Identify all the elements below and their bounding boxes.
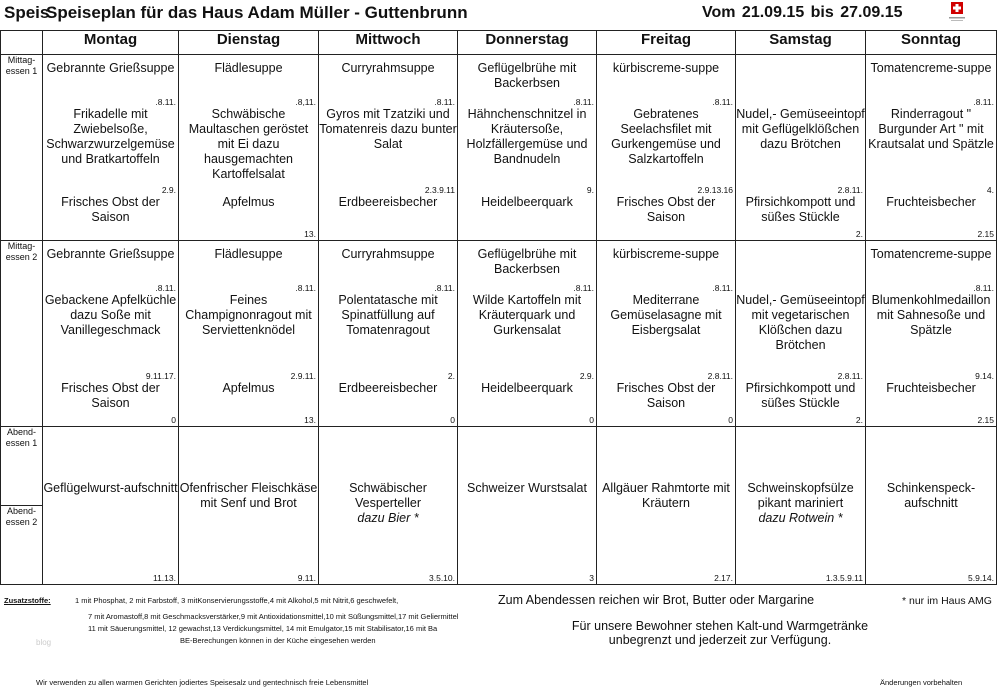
main-dish: Schwäbische Maultaschen geröstet mit Ei dazu hausgemachten Kartoffelsalat	[188, 107, 309, 181]
row-label-abend1: Abend-essen 1	[1, 427, 43, 506]
allergen-code: 3	[589, 573, 594, 583]
evening-dish-wrap	[866, 481, 996, 511]
allergen-code: 0	[171, 415, 176, 425]
soup: kürbiscreme-suppe	[612, 247, 720, 261]
day-header: Samstag	[736, 31, 866, 55]
row-label-mittag1: Mittag-essen 1	[1, 55, 43, 241]
day-header: Montag	[43, 31, 179, 55]
row-label-mittag2: Mittag-essen 2	[1, 241, 43, 427]
evening-dish-wrap	[43, 481, 178, 496]
mittag1-cell	[597, 55, 736, 241]
allergen-code: .8.11.	[973, 97, 994, 107]
allergen-code: 2.8.11.	[837, 185, 863, 195]
soup: Gebrannte Grießsuppe	[46, 247, 175, 261]
soup: Curryrahmsuppe	[341, 247, 435, 261]
allergen-code: 2.15	[977, 415, 994, 425]
allergen-code: 0	[450, 415, 455, 425]
abend-cell	[736, 427, 866, 585]
menu-table	[0, 30, 997, 585]
mittag2-cell	[458, 241, 597, 427]
allergen-code: 2.	[447, 371, 455, 381]
dessert: Frisches Obst der Saison	[61, 195, 160, 224]
allergen-code: .8.11.	[712, 283, 733, 293]
dessert: Heidelbeerquark	[481, 381, 573, 395]
allergen-code: 2.9.	[161, 185, 176, 195]
additives-line: 7 mit Aromastoff,8 mit Geschmacksverstärker,9 mit Antioxidationsmittel,10 mit Süßungsmittel,17 mit Geliermittel	[88, 612, 459, 621]
evening-dish: Schweinskopfsülze pikant mariniert	[747, 481, 854, 510]
amg-note: * nur im Haus AMG	[902, 595, 992, 607]
evening-dish: Schinkenspeck-aufschnitt	[886, 481, 976, 510]
evening-dish-wrap	[179, 481, 318, 511]
main-dish: Rinderragout " Burgunder Art " mit Krautsalat und Spätzle	[868, 107, 994, 151]
main-dish: Gyros mit Tzatziki und Tomatenreis dazu bunter Salat	[319, 107, 457, 151]
allergen-code: 2.9.	[579, 371, 594, 381]
allergen-code: 13.	[304, 415, 316, 425]
mittag2-row	[1, 241, 997, 427]
changes-note: Änderungen vorbehalten	[880, 678, 963, 687]
day-header: Donnerstag	[458, 31, 597, 55]
allergen-code: 9.11.	[297, 573, 316, 583]
mittag2-cell	[179, 241, 319, 427]
bread-note: Zum Abendessen reichen wir Brot, Butter oder Margarine	[498, 593, 815, 607]
abend-cell	[43, 427, 179, 585]
mittag2-cell	[736, 241, 866, 427]
mittag1-cell	[179, 55, 319, 241]
evening-dish: Geflügelwurst-aufschnitt	[43, 481, 178, 495]
mittag1-cell	[458, 55, 597, 241]
corner-cell	[1, 31, 43, 55]
soup: Curryrahmsuppe	[341, 61, 435, 75]
mittag1-cell	[866, 55, 997, 241]
main-dish: Nudel,- Gemüseeintopf mit Geflügelklößchen dazu Brötchen	[736, 107, 865, 151]
allergen-code: 2.9.13.16	[697, 185, 733, 195]
evening-dish-wrap	[736, 481, 865, 526]
allergen-code: .8.11.	[712, 97, 733, 107]
allergen-code: .8.11.	[434, 97, 455, 107]
drinks-note: Für unsere Bewohner stehen Kalt-und Warmgetränke unbegrenzt und jederzeit zur Verfügung.	[571, 619, 869, 647]
mittag2-cell	[597, 241, 736, 427]
soup: Tomatencreme-suppe	[870, 247, 992, 261]
mittag1-row	[1, 55, 997, 241]
main-dish: Nudel,- Gemüseeintopf mit vegetarischen Klößchen dazu Brötchen	[736, 293, 865, 352]
day-header: Sonntag	[866, 31, 997, 55]
soup: Gebrannte Grießsuppe	[46, 61, 175, 75]
main-dish: Gebratenes Seelachsfilet mit Gurkengemüse und Salzkartoffeln	[611, 107, 721, 166]
allergen-code: 3.5.10.	[429, 573, 455, 583]
soup: Flädlesuppe	[214, 61, 283, 75]
evening-dish-wrap	[458, 481, 596, 496]
allergen-code: 2.3.9.11	[424, 185, 455, 195]
allergen-code: 2.	[855, 229, 863, 239]
day-header: Mittwoch	[319, 31, 458, 55]
evening-dish-wrap	[597, 481, 735, 511]
evening-dish: Allgäuer Rahmtorte mit Kräutern	[602, 481, 730, 510]
evening-dish-wrap	[319, 481, 457, 526]
abend-cell	[319, 427, 458, 585]
header	[0, 0, 1000, 26]
dessert: Frisches Obst der Saison	[616, 195, 716, 224]
allergen-code: 2.9.11.	[290, 371, 316, 381]
allergen-code: 0	[728, 415, 733, 425]
allergen-code: 2.8.11.	[837, 371, 863, 381]
mittag2-cell	[866, 241, 997, 427]
dessert: Erdbeereisbecher	[338, 195, 438, 209]
dessert: Pfirsichkompott und süßes Stückle	[745, 381, 856, 410]
dessert: Apfelmus	[222, 195, 275, 209]
allergen-code: 2.17.	[714, 573, 733, 583]
allergen-code: 1.3.5.9.11	[825, 573, 863, 583]
abend-cell	[458, 427, 597, 585]
mittag2-cell	[319, 241, 458, 427]
dessert: Erdbeereisbecher	[338, 381, 438, 395]
day-header: Dienstag	[179, 31, 319, 55]
evening-extra: dazu Bier *	[357, 511, 419, 525]
allergen-code: .8,11.	[295, 97, 316, 107]
watermark: blog	[36, 638, 52, 647]
mittag2-cell	[43, 241, 179, 427]
allergen-code: 9.14.	[975, 371, 994, 381]
be-note: BE-Berechungen können in der Küche eingesehen werden	[180, 636, 376, 645]
title-fragment: Speis	[4, 3, 50, 22]
allergen-code: 2.	[855, 415, 863, 425]
allergen-code: .8.11.	[155, 283, 176, 293]
allergen-code: .8.11.	[573, 283, 594, 293]
additives-label: Zusatzstoffe:	[4, 596, 51, 605]
main-dish: Feines Champignonragout mit Serviettenknödel	[185, 293, 312, 337]
day-header: Freitag	[597, 31, 736, 55]
soup: Geflügelbrühe mit Backerbsen	[477, 247, 577, 276]
allergen-code: 2.8.11.	[707, 371, 733, 381]
dessert: Pfirsichkompott und süßes Stückle	[745, 195, 856, 224]
evening-dish: Schwäbischer Vesperteller	[349, 481, 427, 510]
dessert: Fruchteisbecher	[886, 381, 976, 395]
allergen-code: 0	[589, 415, 594, 425]
abend-cell	[866, 427, 997, 585]
day-header-row	[1, 31, 997, 55]
dessert: Frisches Obst der Saison	[616, 381, 716, 410]
soup: Flädlesuppe	[214, 247, 283, 261]
mittag1-cell	[319, 55, 458, 241]
abend1-row	[1, 427, 997, 506]
soup: Geflügelbrühe mit Backerbsen	[477, 61, 577, 90]
main-dish: Polentatasche mit Spinatfüllung auf Tomatenragout	[338, 293, 438, 337]
mittag1-cell	[736, 55, 866, 241]
salt-note: Wir verwenden zu allen warmen Gerichten jodiertes Speisesalz und gentechnisch freie Lebensmittel	[36, 678, 369, 687]
evening-dish: Schweizer Wurstsalat	[467, 481, 587, 495]
evening-dish: Ofenfrischer Fleischkäse mit Senf und Brot	[179, 481, 318, 510]
row-label-abend2: Abend-essen 2	[1, 506, 43, 585]
allergen-code: .8.11.	[155, 97, 176, 107]
soup: kürbiscreme-suppe	[612, 61, 720, 75]
mittag1-cell	[43, 55, 179, 241]
dessert: Frisches Obst der Saison	[61, 381, 160, 410]
page-title: Speiseplan für das Haus Adam Müller - Guttenbrunn	[46, 3, 468, 22]
abend-cell	[179, 427, 319, 585]
dessert: Apfelmus	[222, 381, 275, 395]
allergen-code: .8.11.	[973, 283, 994, 293]
caritas-logo-icon	[944, 1, 970, 23]
allergen-code: 9.	[586, 185, 594, 195]
date-range: Vom 21.09.15 bis 27.09.15	[702, 4, 903, 21]
allergen-code: 13.	[304, 229, 316, 239]
allergen-code: 11.13.	[152, 573, 176, 583]
allergen-code: 5.9.14.	[968, 573, 994, 583]
additives-line: 11 mit Säuerungsmittel, 12 gewachst,13 Verdickungsmittel, 14 mit Emulgator,15 mit Stabilisator,16 mit Ba	[88, 624, 438, 633]
main-dish: Mediterrane Gemüselasagne mit Eisbergsalat	[610, 293, 722, 337]
main-dish: Blumenkohlmedaillon mit Sahnesoße und Spätzle	[871, 293, 991, 337]
allergen-code: 4.	[986, 185, 994, 195]
soup: Tomatencreme-suppe	[870, 61, 992, 75]
evening-extra: dazu Rotwein *	[758, 511, 843, 525]
additives-line: 1 mit Phosphat, 2 mit Farbstoff, 3 mitKonservierungsstoffe,4 mit Alkohol,5 mit Nitrit,6 geschwefelt,	[75, 596, 399, 605]
allergen-code: .8.11.	[295, 283, 316, 293]
main-dish: Wilde Kartoffeln mit Kräuterquark und Gurkensalat	[472, 293, 582, 337]
main-dish: Gebackene Apfelküchle dazu Soße mit Vanillegeschmack	[44, 293, 177, 337]
allergen-code: .8.11.	[434, 283, 455, 293]
footer	[0, 592, 1000, 688]
dessert: Fruchteisbecher	[886, 195, 976, 209]
allergen-code: 9.11.17.	[145, 371, 176, 381]
dessert: Heidelbeerquark	[481, 195, 573, 209]
allergen-code: 2.15	[977, 229, 994, 239]
allergen-code: .8.11.	[573, 97, 594, 107]
main-dish: Hähnchenschnitzel in Kräutersoße, Holzfällergemüse und Bandnudeln	[466, 107, 588, 166]
main-dish: Frikadelle mit Zwiebelsoße, Schwarzwurzelgemüse und Bratkartoffeln	[46, 107, 175, 166]
abend-cell	[597, 427, 736, 585]
